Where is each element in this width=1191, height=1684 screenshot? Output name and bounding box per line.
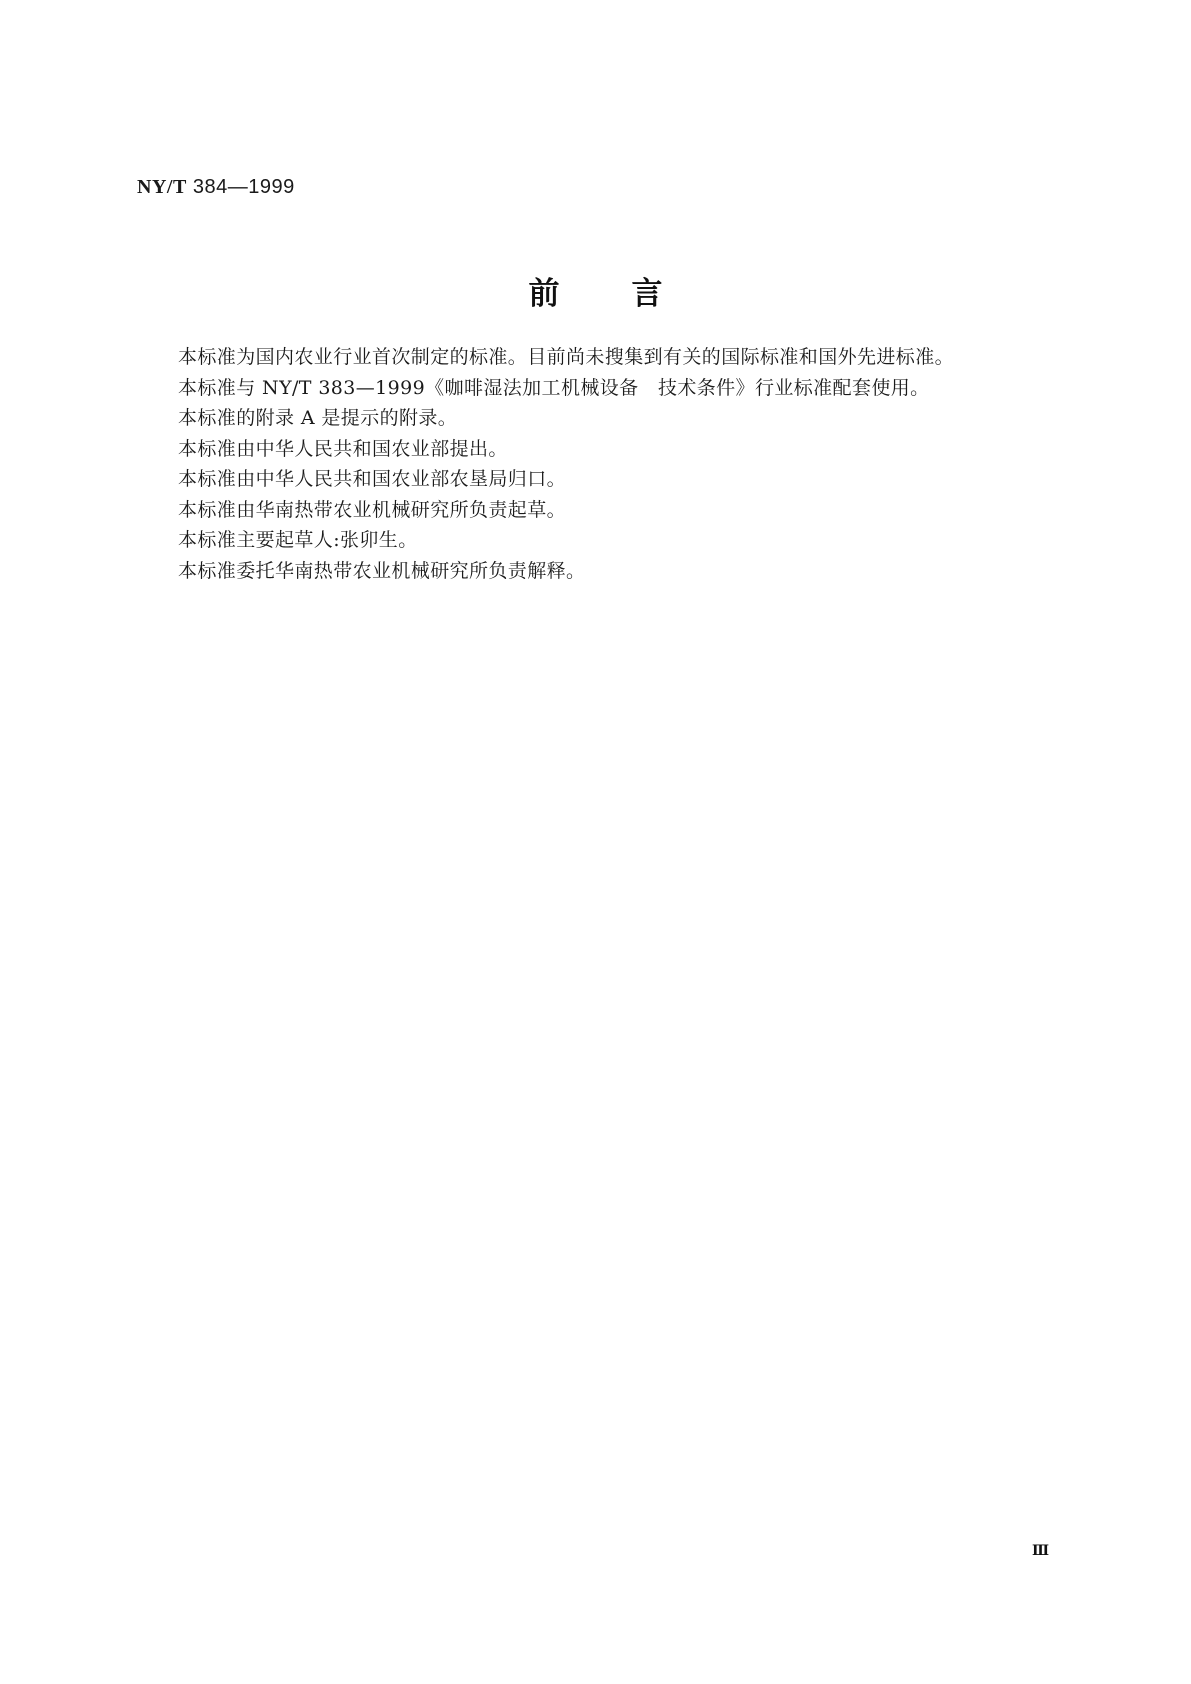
foreword-line: 本标准委托华南热带农业机械研究所负责解释。 (178, 559, 586, 582)
standard-code (137, 176, 295, 199)
page-number: Ⅲ (1032, 1543, 1050, 1559)
foreword-line: 本标准为国内农业行业首次制定的标准。目前尚未搜集到有关的国际标准和国外先进标准。 (178, 346, 955, 368)
standard-code-prefix: NY/T (137, 176, 187, 198)
foreword-body (178, 342, 1058, 586)
standard-code-number: 384—1999 (192, 176, 295, 198)
foreword-line: 本标准由中华人民共和国农业部提出。 (178, 437, 508, 460)
foreword-line: 本标准的附录 A 是提示的附录。 (178, 407, 458, 429)
foreword-line: 本标准与 NY/T 383—1999《咖啡湿法加工机械设备 技术条件》行业标准配套使用。 (178, 376, 930, 399)
foreword-line: 本标准由华南热带农业机械研究所负责起草。 (178, 498, 567, 521)
page-title: 前言 (528, 276, 735, 312)
foreword-line: 本标准主要起草人:张卯生。 (178, 529, 418, 551)
foreword-line: 本标准由中华人民共和国农业部农垦局归口。 (178, 468, 567, 490)
